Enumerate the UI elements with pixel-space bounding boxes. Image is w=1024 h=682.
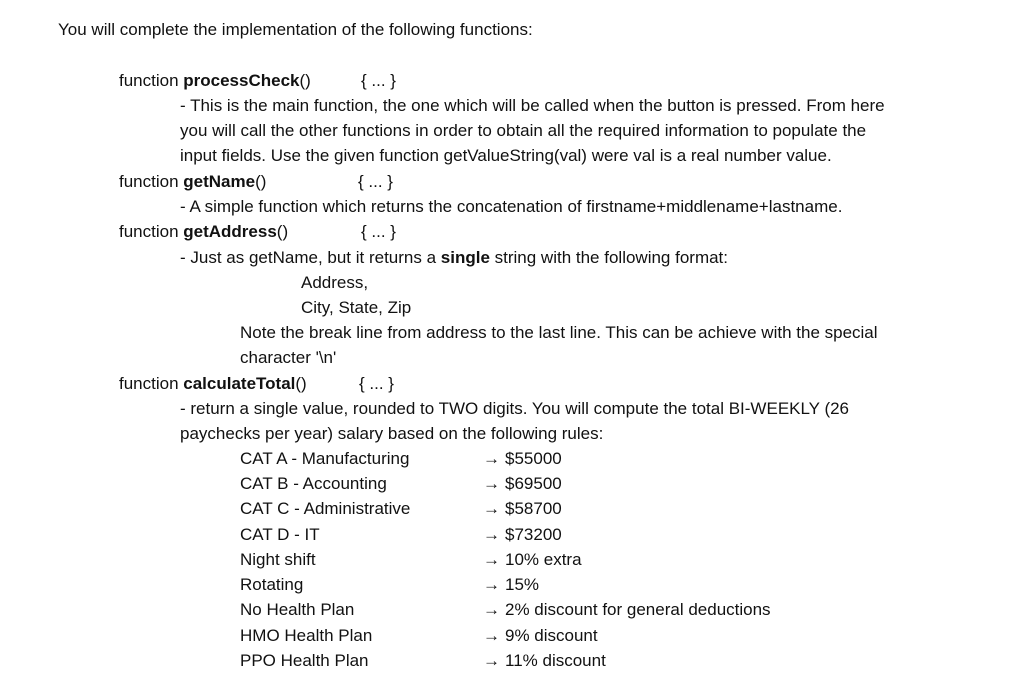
function-body-calculatetotal: { ... } bbox=[359, 374, 394, 393]
function-parens: () bbox=[255, 172, 267, 191]
address-format-line-1: Address, bbox=[301, 273, 369, 292]
right-arrow-icon: → bbox=[483, 499, 500, 518]
right-arrow-icon: → bbox=[483, 600, 500, 619]
rule-label: No Health Plan bbox=[240, 600, 355, 619]
desc-prefix: - Just as getName, but it returns a bbox=[180, 248, 441, 267]
function-signature-getaddress bbox=[119, 222, 288, 242]
function-keyword: function bbox=[119, 172, 184, 191]
rule-label: CAT D - IT bbox=[240, 525, 320, 544]
function-name: calculateTotal bbox=[183, 374, 296, 393]
function-parens: () bbox=[276, 222, 289, 241]
right-arrow-icon: → bbox=[483, 626, 500, 645]
rule-value bbox=[483, 525, 562, 545]
intro-text: You will complete the implementation of the following functions: bbox=[58, 20, 533, 39]
function-signature-getname bbox=[119, 172, 266, 192]
function-keyword: function bbox=[119, 71, 184, 90]
rule-label: Night shift bbox=[240, 550, 316, 569]
processcheck-desc-line-2: you will call the other functions in order to obtain all the required information to populate the bbox=[180, 121, 867, 140]
getaddress-note-line-2: character '\n' bbox=[240, 348, 337, 367]
rule-label: HMO Health Plan bbox=[240, 626, 373, 645]
address-format-line-2: City, State, Zip bbox=[301, 298, 412, 317]
rule-label: CAT A - Manufacturing bbox=[240, 449, 410, 468]
rule-amount: $55000 bbox=[505, 449, 562, 468]
rule-value bbox=[483, 600, 771, 620]
function-parens: () bbox=[299, 71, 311, 90]
rule-label: Rotating bbox=[240, 575, 304, 594]
rule-label: CAT C - Administrative bbox=[240, 499, 411, 518]
right-arrow-icon: → bbox=[483, 575, 500, 594]
right-arrow-icon: → bbox=[483, 651, 500, 670]
rule-value bbox=[483, 651, 606, 671]
rule-amount: 2% discount for general deductions bbox=[505, 600, 771, 619]
calculatetotal-desc-line-1: - return a single value, rounded to TWO digits. You will compute the total BI-WEEKLY (26 bbox=[180, 399, 850, 418]
rule-value bbox=[483, 499, 562, 519]
function-body-getname: { ... } bbox=[358, 172, 393, 191]
right-arrow-icon: → bbox=[483, 449, 500, 468]
rule-value bbox=[483, 575, 539, 595]
rule-amount: 11% discount bbox=[505, 651, 606, 670]
rule-amount: $73200 bbox=[505, 525, 562, 544]
function-name: processCheck bbox=[183, 71, 300, 90]
function-signature-processcheck bbox=[119, 71, 311, 91]
function-name: getAddress bbox=[183, 222, 277, 241]
function-body-getaddress: { ... } bbox=[361, 222, 396, 241]
rule-value bbox=[483, 626, 598, 646]
desc-suffix: string with the following format: bbox=[489, 248, 729, 267]
processcheck-desc-line-1: - This is the main function, the one which will be called when the button is pressed. From here bbox=[180, 96, 885, 115]
rule-amount: $69500 bbox=[505, 474, 562, 493]
desc-emphasis: single bbox=[440, 248, 490, 267]
rule-value bbox=[483, 550, 582, 570]
getaddress-desc-line-1 bbox=[180, 248, 728, 268]
processcheck-desc-line-3: input fields. Use the given function getValueString(val) were val is a real number value. bbox=[180, 146, 832, 165]
calculatetotal-desc-line-2: paychecks per year) salary based on the following rules: bbox=[180, 424, 604, 443]
rule-amount: $58700 bbox=[505, 499, 562, 518]
getaddress-note-line-1: Note the break line from address to the last line. This can be achieve with the special bbox=[240, 323, 878, 342]
function-keyword: function bbox=[119, 374, 184, 393]
function-keyword: function bbox=[119, 222, 184, 241]
rule-amount: 15% bbox=[505, 575, 540, 594]
rule-label: CAT B - Accounting bbox=[240, 474, 387, 493]
rule-amount: 9% discount bbox=[505, 626, 598, 645]
getname-desc-line-1: - A simple function which returns the concatenation of firstname+middlename+lastname. bbox=[180, 197, 843, 216]
right-arrow-icon: → bbox=[483, 550, 500, 569]
right-arrow-icon: → bbox=[483, 525, 500, 544]
function-parens: () bbox=[295, 374, 307, 393]
function-name: getName bbox=[183, 172, 256, 191]
right-arrow-icon: → bbox=[483, 474, 500, 493]
rule-value bbox=[483, 474, 562, 494]
rule-label: PPO Health Plan bbox=[240, 651, 369, 670]
rule-value bbox=[483, 449, 562, 469]
rule-amount: 10% extra bbox=[505, 550, 582, 569]
function-body-processcheck: { ... } bbox=[361, 71, 396, 90]
function-signature-calculatetotal bbox=[119, 374, 307, 394]
